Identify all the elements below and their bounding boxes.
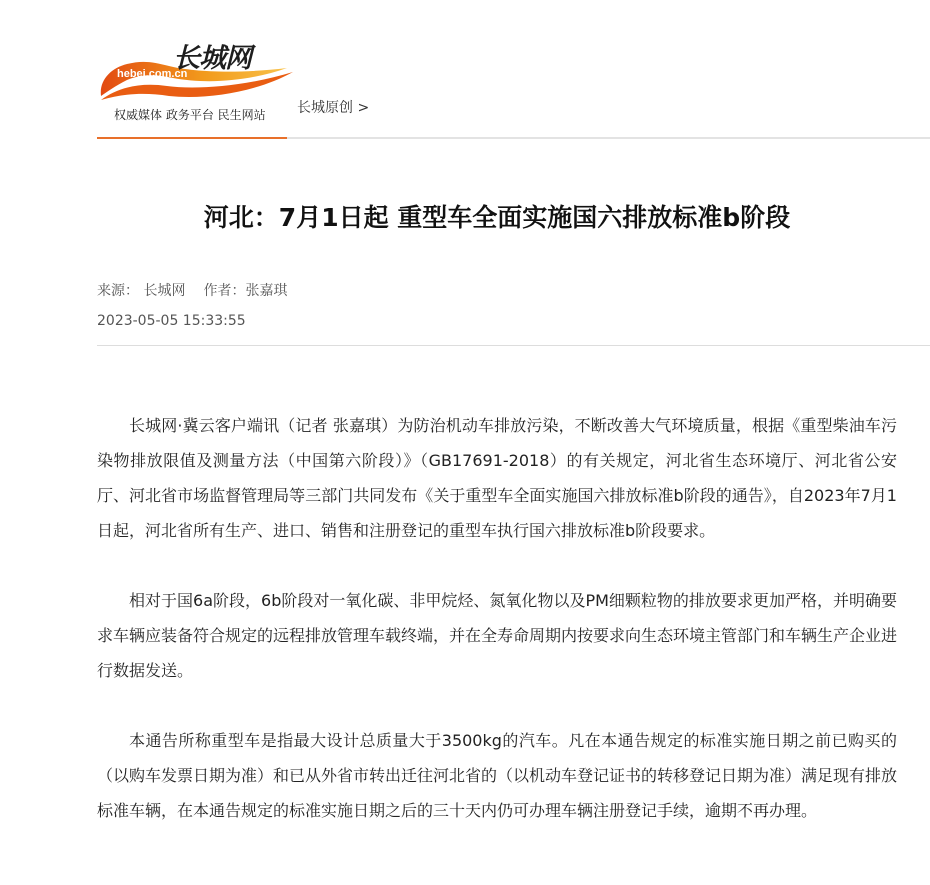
article-datetime: 2023-05-05 15:33:55 xyxy=(97,313,246,329)
article-author: 作者：张嘉琪 xyxy=(203,283,288,299)
article-paragraph: 长城网·冀云客户端讯（记者 张嘉琪）为防治机动车排放污染，不断改善大气环境质量，根据《重型柴油车污染物排放限值及测量方法（中国第六阶段）》（GB17691-2018）的有关规定，河北省生态环境厅、河北省公安厅、河北省市场监督管理局等三部门共同发布《关于重型车全面实施国六排放标准b阶段的通告》，自2023年7月1日起，河北省所有生产、进口、销售和注册登记的重型车执行国六排放标准b阶段要求。 xyxy=(97,416,897,540)
breadcrumb-link[interactable]: 长城原创 > xyxy=(297,100,370,116)
article-paragraph: 本通告所称重型车是指最大设计总质量大于3500kg的汽车。凡在本通告规定的标准实施日期之前已购买的（以购车发票日期为准）和已从外省市转出迁往河北省的（以机动车登记证书的转移登记日期为准）满足现有排放标准车辆，在本通告规定的标准实施日期之后的三十天内仍可办理车辆注册登记手续，逾期不再办理。 xyxy=(97,731,898,820)
article-body xyxy=(97,408,897,863)
article-paragraph: 相对于国6a阶段，6b阶段对一氧化碳、非甲烷烃、氮氧化物以及PM细颗粒物的排放要求更加严格，并明确要求车辆应装备符合规定的远程排放管理车载终端，并在全寿命周期内按要求向生态环境主管部门和车辆生产企业进行数据发送。 xyxy=(97,591,898,680)
article-meta xyxy=(97,280,930,332)
header-divider-accent xyxy=(97,137,287,139)
article-source: 来源： 长城网 xyxy=(97,283,186,299)
site-logo[interactable] xyxy=(97,30,297,125)
logo-wordmark: 长城网 xyxy=(173,43,251,74)
meta-divider xyxy=(97,345,930,346)
article-title: 河北：7月1日起 重型车全面实施国六排放标准b阶段 xyxy=(203,203,791,232)
logo-slogan: 权威媒体 政务平台 民生网站 xyxy=(114,108,266,122)
logo-domain: hebei.com.cn xyxy=(117,68,188,80)
site-header xyxy=(97,0,930,140)
